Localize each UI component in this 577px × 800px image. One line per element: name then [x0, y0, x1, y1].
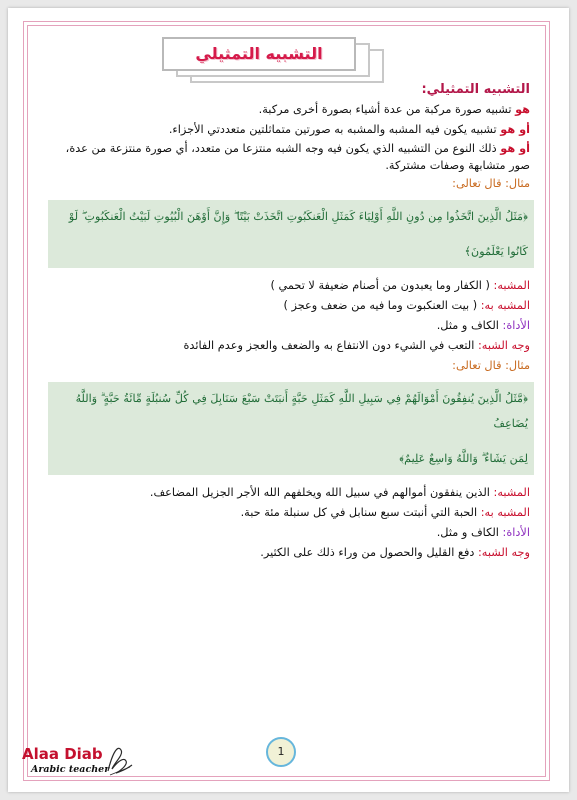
definition-2	[52, 120, 530, 140]
document-page	[8, 8, 569, 792]
example-1-mushabbah	[52, 276, 530, 296]
example-2-mushabbah-bih-text: الحبة التي أنبتت سبع سنابل في كل سنبلة مئة حبة.	[240, 506, 481, 519]
example-1-wajh-label: وجه الشبه:	[477, 339, 530, 352]
example-1-mushabbah-bih-text: ( بيت العنكبوت وما فيه من ضعف وعجز )	[283, 299, 481, 312]
example-2-ayah-line-1: ﴿مَّثَلُ الَّذِينَ يُنفِقُونَ أَمْوَالَهُمْ فِي سَبِيلِ اللَّهِ كَمَثَلِ حَبَّةٍ أَنبَتَتْ سَبْعَ سَنَابِلَ فِي كُلِّ سُنبُلَةٍ مِّائَةُ حَبَّةٍ ۗ وَاللَّهُ يُضَاعِفُ	[75, 392, 528, 430]
example-1-mushabbah-label: المشبه:	[493, 279, 530, 292]
lesson-content	[52, 80, 530, 563]
section-title: التشبيه التمثيلي:	[421, 82, 530, 97]
example-1-adat-label: الأداة:	[502, 319, 530, 332]
example-2-ayah	[48, 382, 534, 475]
example-1-ayah-line-1: ﴿مَثَلُ الَّذِينَ اتَّخَذُوا مِن دُونِ اللَّهِ أَوْلِيَاءَ كَمَثَلِ الْعَنكَبُوتِ اتَّخَذَتْ بَيْتًا ۖ وَإِنَّ أَوْهَنَ الْبُيُوتِ لَبَيْتُ الْعَنكَبُوتِ ۖ لَوْ	[68, 210, 528, 223]
example-1-mushabbah-bih-label: المشبه به:	[480, 299, 530, 312]
example-2-mushabbah-bih	[52, 503, 530, 523]
signature-icon	[104, 741, 134, 781]
example-1-adat	[52, 316, 530, 336]
example-2-adat-text: الكاف و مثل.	[436, 526, 503, 539]
example-2-intro: قال تعالى:	[452, 359, 506, 372]
definition-3-prefix: أو هو	[500, 142, 530, 155]
example-2-mushabbah	[52, 483, 530, 503]
logo-subtitle: Arabic teacher	[31, 764, 110, 775]
example-1-ayah	[48, 200, 534, 268]
example-2-label: مثال:	[505, 359, 530, 372]
definition-1	[52, 100, 530, 120]
definition-3	[52, 140, 530, 174]
example-1-mushabbah-bih	[52, 296, 530, 316]
example-1-ayah-line-2: كَانُوا يَعْلَمُونَ﴾	[464, 245, 528, 258]
definition-3-text: ذلك النوع من التشبيه الذي يكون فيه وجه الشبه منتزعا من متعدد، أي صورة منتزعة من عدة، صور متشابهة وصفات مشتركة.	[65, 142, 530, 172]
example-2-heading	[52, 356, 530, 376]
example-2-adat-label: الأداة:	[502, 526, 530, 539]
example-1-wajh	[52, 336, 530, 356]
example-2-mushabbah-label: المشبه:	[493, 486, 530, 499]
example-2-adat	[52, 523, 530, 543]
example-2-wajh-label: وجه الشبه:	[477, 546, 530, 559]
example-1-heading	[52, 174, 530, 194]
definition-2-text: تشبيه يكون فيه المشبه والمشبه به صورتين متماثلتين متعددتي الأجزاء.	[168, 123, 501, 136]
example-2-wajh	[52, 543, 530, 563]
example-2-wajh-text: دفع القليل والحصول من وراء ذلك على الكثير.	[260, 546, 478, 559]
logo-name: Alaa Diab	[22, 745, 103, 763]
page-title: التشبيه التمثيلي	[195, 44, 323, 63]
example-1-wajh-text: التعب في الشيء دون الانتفاع به والضعف والعجز وعدم الفائدة	[183, 339, 478, 352]
example-1-mushabbah-text: ( الكفار وما يعبدون من أصنام ضعيفة لا تحمي )	[270, 279, 494, 292]
definition-2-prefix: أو هو	[500, 123, 530, 136]
definition-1-text: تشبيه صورة مركبة من عدة أشياء بصورة أخرى مركبة.	[258, 103, 516, 116]
author-logo	[16, 741, 136, 791]
example-2-mushabbah-bih-label: المشبه به:	[480, 506, 530, 519]
title-banner	[158, 37, 384, 83]
page-number-badge: 1	[266, 737, 296, 767]
example-2-mushabbah-text: الذين ينفقون أموالهم في سبيل الله ويخلفهم الله الأجر الجزيل المضاعف.	[149, 486, 494, 499]
example-1-adat-text: الكاف و مثل.	[436, 319, 503, 332]
example-1-intro: قال تعالى:	[452, 177, 506, 190]
definition-1-prefix: هو	[515, 103, 530, 116]
example-2-ayah-line-2: لِمَن يَشَاءُ ۗ وَاللَّهُ وَاسِعٌ عَلِيمٌ﴾	[399, 452, 528, 465]
example-1-label: مثال:	[505, 177, 530, 190]
